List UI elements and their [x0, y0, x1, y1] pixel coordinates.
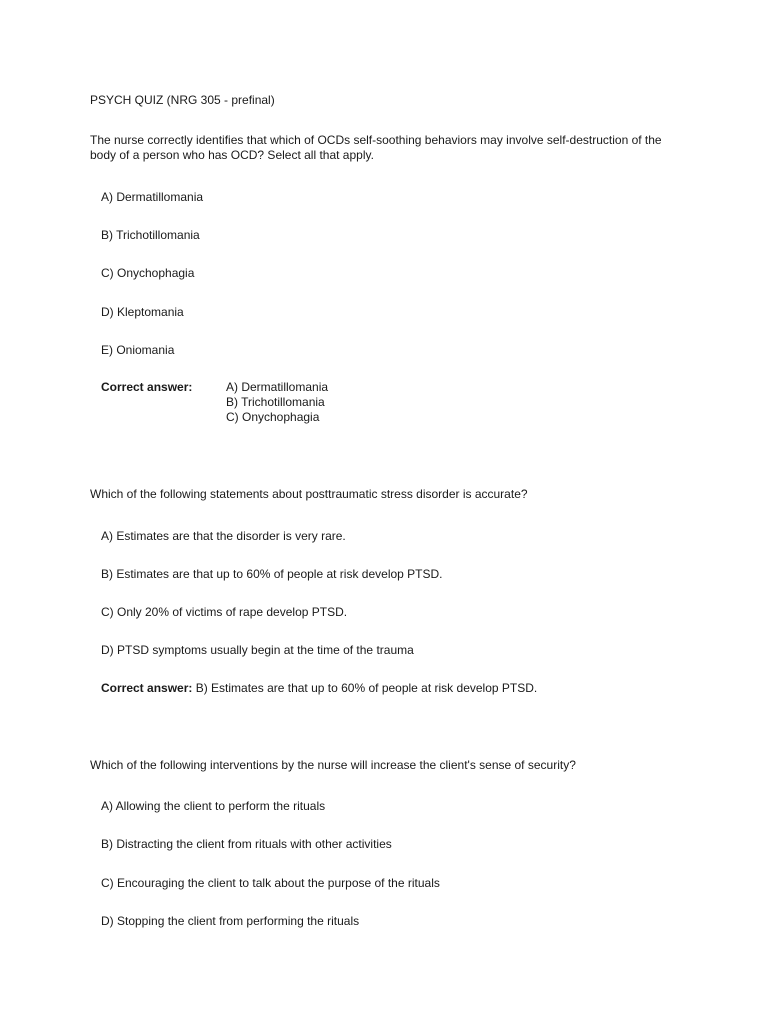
question-2-text: Which of the following statements about posttraumatic stress disorder is accurate? [90, 487, 528, 501]
question-1-option-c: C) Onychophagia [101, 266, 195, 280]
question-2-option-a: A) Estimates are that the disorder is very rare. [101, 529, 346, 543]
question-1-option-e: E) Oniomania [101, 343, 175, 357]
question-3-option-d: D) Stopping the client from performing the rituals [101, 914, 360, 928]
question-1-correct-label: Correct answer: [101, 380, 193, 394]
question-2-correct [101, 681, 537, 696]
question-3-option-c: C) Encouraging the client to talk about the purpose of the rituals [101, 876, 440, 890]
question-2-option-d: D) PTSD symptoms usually begin at the time of the trauma [101, 643, 414, 657]
question-1-option-b: B) Trichotillomania [101, 228, 200, 242]
question-1-correct-answer-3: C) Onychophagia [226, 410, 320, 424]
question-2-correct-label: Correct answer: [101, 681, 193, 695]
question-1-option-d: D) Kleptomania [101, 305, 184, 319]
question-1-option-a: A) Dermatillomania [101, 190, 204, 204]
question-3-text: Which of the following interventions by the nurse will increase the client's sense of security? [90, 758, 576, 772]
question-1-correct-answer-1: A) Dermatillomania [226, 380, 329, 394]
question-1-correct-answers [226, 380, 328, 425]
question-3-option-b: B) Distracting the client from rituals with other activities [101, 837, 392, 851]
question-2-option-c: C) Only 20% of victims of rape develop PTSD. [101, 605, 348, 619]
page-title: PSYCH QUIZ (NRG 305 - prefinal) [90, 93, 275, 107]
question-1-text: The nurse correctly identifies that which of OCDs self-soothing behaviors may involve self-destruction of the body of a person who has OCD? Select all that apply. [90, 133, 662, 162]
question-1-correct-answer-2: B) Trichotillomania [226, 395, 325, 409]
question-3-option-a: A) Allowing the client to perform the rituals [101, 799, 326, 813]
question-2-option-b: B) Estimates are that up to 60% of people at risk develop PTSD. [101, 567, 443, 581]
question-2-correct-answer: B) Estimates are that up to 60% of people at risk develop PTSD. [195, 681, 538, 695]
